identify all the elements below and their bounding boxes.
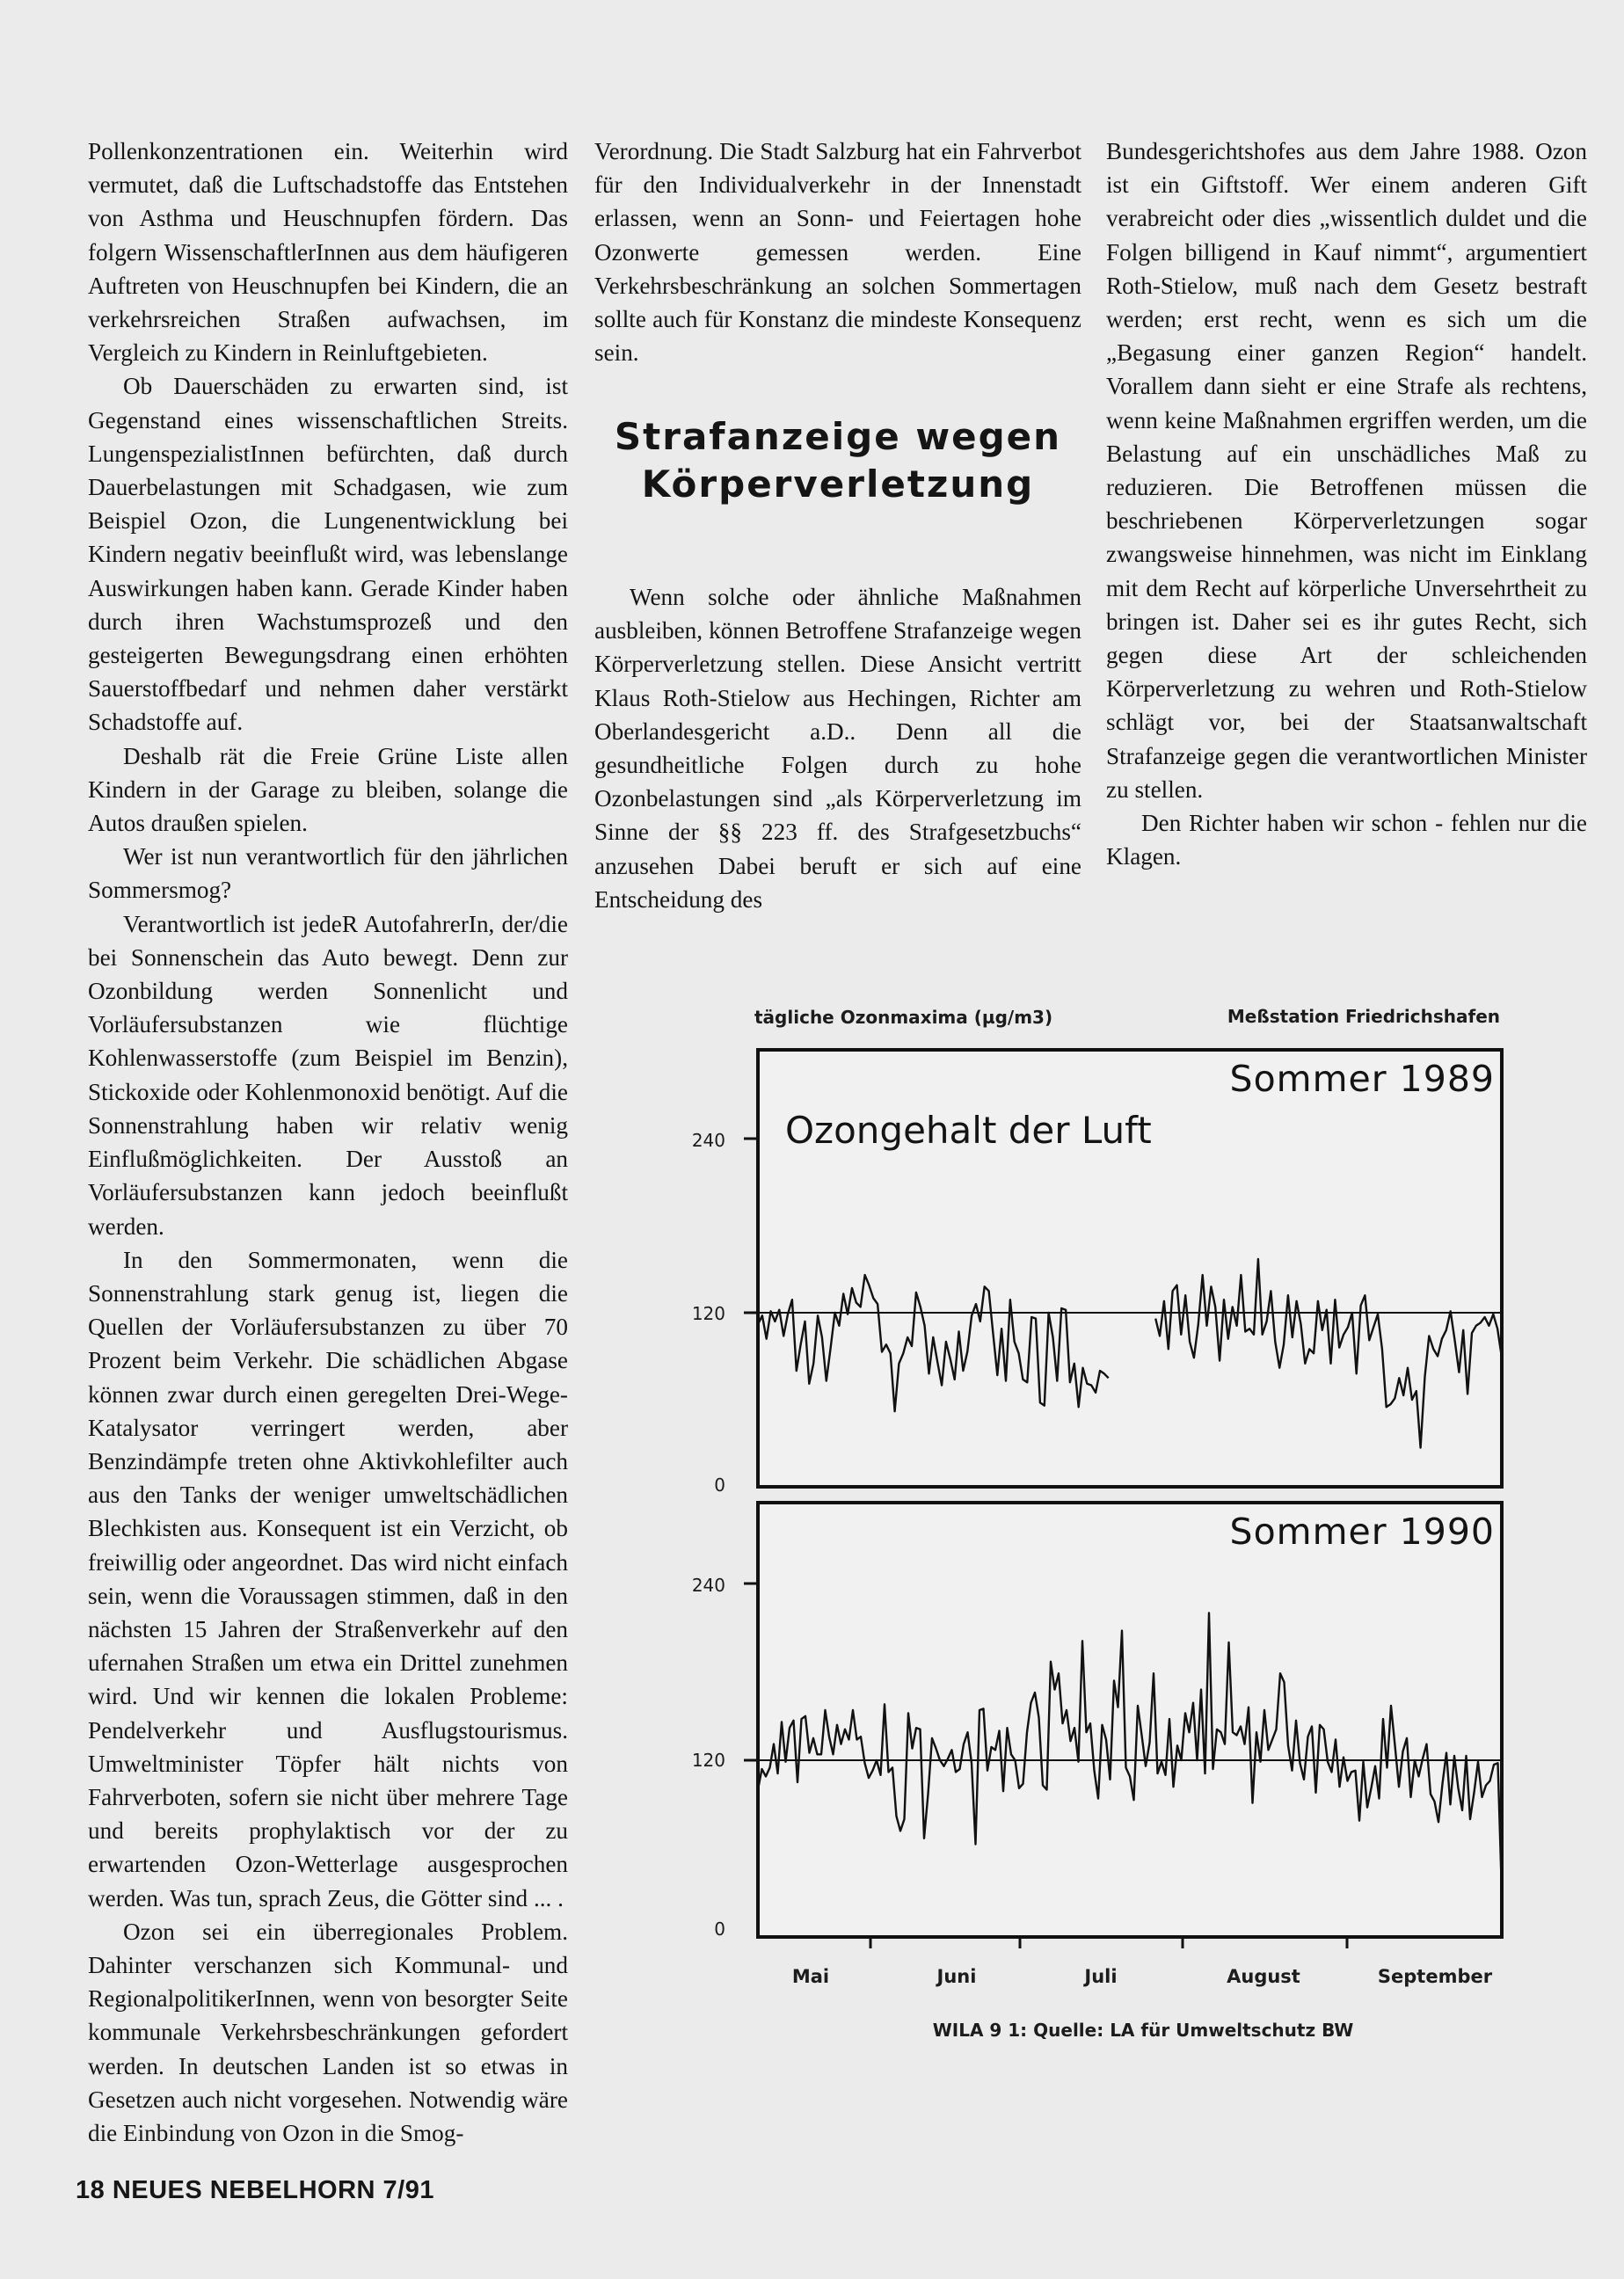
heading-line-1: Strafanzeige wegen [614, 415, 1062, 458]
paragraph: Ozon sei ein überregionales Problem. Dahinter verschanzen sich Kommunal- und RegionalpolitikerInnen, wenn von besorgter Seite kommunale Verkehrsbeschränkungen gefordert werden. In deutschen Landen ist so etwas in Gesetzen auch nicht vorgesehen. Notwendig wäre die Einbindung von Ozon in die Smog- [88, 1918, 568, 2146]
panel-1990-title: Sommer 1990 [1229, 1511, 1495, 1553]
y-tick-label: 120 [691, 1750, 725, 1771]
y-tick-label: 240 [691, 1130, 725, 1151]
month-label: August [1227, 1966, 1300, 1987]
chart-source: WILA 9 1: Quelle: LA für Umweltschutz BW [932, 2020, 1354, 2041]
paragraph: Bundesgerichtshofes aus dem Jahre 1988. Ozon ist ein Giftstoff. Wer einem anderen Gift verabreicht oder dies „wissentlich duldet und die Folgen billigend in Kauf nimmt“, argumentiert Roth-Stielow, muß nach dem Gesetz bestraft werden; erst recht, wenn es sich um die „Begasung einer ganzen Region“ handelt. Vorallem dann sieht er eine Strafe als rechtens, wenn keine Maßnahmen ergriffen werden, um die Belastung auf ein unschädliches Maß zu reduzieren. Die Betroffenen müssen die beschriebenen Körperverletzungen sogar zwangsweise hinnehmen, was nicht im Einklang mit dem Recht auf körperliche Unversehrtheit zu bringen ist. Daher sei es ihr gutes Recht, sich gegen diese Art der schleichenden Körperverletzung zu wehren und Roth-Stielow schlägt vor, bei der Staatsanwaltschaft Strafanzeige gegen die verantwortlichen Minister zu stellen. [1106, 138, 1587, 803]
chart-ylabel: tägliche Ozonmaxima (µg/m3) [754, 1007, 1053, 1028]
month-label: September [1377, 1966, 1493, 1987]
page-footer: 18 NEUES NEBELHORN 7/91 [76, 2176, 434, 2204]
paragraph: Verordnung. Die Stadt Salzburg hat ein Fahrverbot für den Individualverkehr in der Innenstadt erlassen, wenn an Sonn- und Feiertagen hohe Ozonwerte gemessen werden. Eine Verkehrsbeschränkung an solchen Sommertagen sollte auch für Konstanz die mindeste Konsequenz sein. [594, 138, 1081, 367]
paragraph: In den Sommermonaten, wenn die Sonnenstrahlung stark genug ist, liegen die Quellen der Vorläufersubstanzen zu über 70 Prozent beim Verkehr. Die schädlichen Abgase können zwar durch einen geregelten Drei-Wege-Katalysator verringert werden, aber Benzindämpfe treten ohne Aktivkohlefilter auch aus den Tanks der weniger umweltschädlichen Blechkisten aus. Konsequent ist ein Verzicht, ob freiwillig oder angeordnet. Das wird nicht einfach sein, wenn die Voraussagen stimmen, daß in den nächsten 15 Jahren der Straßenverkehr auf den ufernahen Straßen um etwa ein Drittel zunehmen wird. Und wir kennen die lokalen Probleme: Pendelverkehr und Ausflugstourismus. Umweltminister Töpfer hält nichts von Fahrverboten, sofern sie nicht über mehrere Tage und bereits prophylaktisch vor der zu erwartenden Ozon-Wetterlage ausgesprochen werden. Was tun, sprach Zeus, die Götter sind ... . [88, 1246, 568, 1911]
month-label: Juni [936, 1966, 977, 1987]
chart-title: Ozongehalt der Luft [785, 1109, 1152, 1152]
panel-1989-title: Sommer 1989 [1229, 1058, 1495, 1100]
y-tick-label: 240 [691, 1575, 725, 1596]
paragraph: Den Richter haben wir schon - fehlen nur die Klagen. [1106, 810, 1587, 870]
paragraph: Wenn solche oder ähnliche Maßnahmen ausbleiben, können Betroffene Strafanzeige wegen Körperverletzung stellen. Diese Ansicht vertritt Klaus Roth-Stielow aus Hechingen, Richter am Oberlandesgericht a.D.. Denn all die gesundheitliche Folgen durch zu hohe Ozonbelastungen sind „als Körperverletzung im Sinne der §§ 223 ff. des Strafgesetzbuchs“ anzusehen Dabei beruft er sich auf eine Entscheidung des [594, 584, 1081, 913]
paragraph: Deshalb rät die Freie Grüne Liste allen Kindern in der Garage zu bleiben, solange die Autos draußen spielen. [88, 742, 568, 837]
chart-station-label: Meßstation Friedrichshafen [1227, 1006, 1500, 1027]
month-label: Mai [791, 1966, 830, 1987]
y-tick-label: 0 [714, 1919, 725, 1940]
heading-line-2: Körperverletzung [641, 462, 1035, 506]
paragraph: Ob Dauerschäden zu erwarten sind, ist Gegenstand eines wissenschaftlichen Streits. LungenspezialistInnen befürchten, daß durch Dauerbelastungen mit Schadgasen, wie zum Beispiel Ozon, die Lungenentwicklung bei Kindern negativ beeinflußt wird, was lebenslange Auswirkungen haben kann. Gerade Kinder haben durch ihren Wachstumsprozeß und den gesteigerten Bewegungsdrang einen erhöhten Sauerstoffbedarf und nehmen daher verstärkt Schadstoffe auf. [88, 373, 568, 736]
month-label: Juli [1084, 1966, 1118, 1987]
y-tick-label: 0 [714, 1474, 725, 1496]
y-tick-label: 120 [691, 1303, 725, 1324]
paragraph: Wer ist nun verantwortlich für den jährlichen Sommersmog? [88, 843, 568, 904]
paragraph: Verantwortlich ist jedeR AutofahrerIn, der/die bei Sonnenschein das Auto bewegt. Denn zur Ozonbildung werden Sonnenlicht und Vorläufersubstanzen wie flüchtige Kohlenwasserstoffe (zum Beispiel im Benzin), Stickoxide oder Kohlenmonoxid benötigt. Auf die Sonnenstrahlung haben wir relativ wenig Einflußmöglichkeiten. Der Ausstoß an Vorläufersubstanzen kann jedoch beeinflußt werden. [88, 910, 568, 1240]
paragraph: Pollenkonzentrationen ein. Weiterhin wird vermutet, daß die Luftschadstoffe das Entstehen von Asthma und Heuschnupfen fördern. Das folgern WissenschaftlerInnen aus dem häufigeren Auftreten von Heuschnupfen bei Kindern, die an verkehrsreichen Straßen aufwachsen, im Vergleich zu Kindern in Reinluftgebieten. [88, 138, 568, 367]
